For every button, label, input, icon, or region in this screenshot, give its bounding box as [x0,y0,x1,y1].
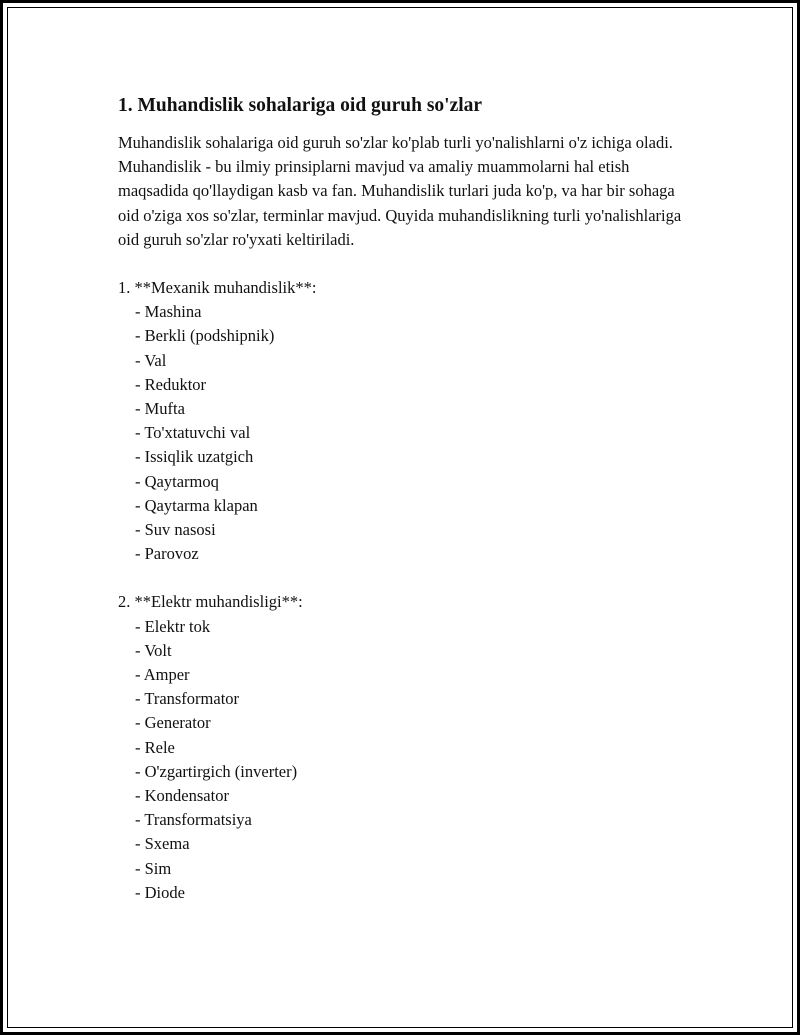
list-item: - Parovoz [135,544,199,564]
list-item: - Amper [135,665,190,685]
list-item: - Sxema [135,834,190,854]
list-item: - Transformator [135,689,240,709]
document-title: 1. Muhandislik sohalariga oid guruh so'zlar [118,95,483,116]
list-item: - Suv nasosi [135,520,216,540]
list-item: - To'xtatuvchi val [135,423,251,443]
list-item: - Rele [135,737,175,757]
list-item: - Qaytarmoq [135,471,219,491]
list-item: - Elektr tok [135,616,211,636]
section-mechanical [118,276,698,566]
list-item: - O'zgartirgich (inverter) [135,761,298,781]
intro-paragraph: Muhandislik sohalariga oid guruh so'zlar ko'plab turli yo'nalishlarni o'z ichiga oladi. Muhandislik - bu ilmiy prinsiplarni mavjud va amaliy muammolarni hal etish maqsadida qo'llaydigan kasb va fan. Muhandislik turlari juda ko'p, va har bir sohaga oid o'ziga xos so'zlar, terminlar mavjud. Quyida muhandislikning turli yo'nalishlariga oid guruh so'zlar ro'yxati keltiriladi. [118,133,682,249]
list-item: - Generator [135,713,211,733]
list-item: - Transformatsiya [135,810,252,830]
list-item: - Sim [135,858,172,878]
list-item: - Volt [135,640,172,660]
section-heading: 1. **Mexanik muhandislik**: [118,278,317,298]
list-item: - Mufta [135,399,185,419]
list-item: - Val [135,350,167,370]
list-item: - Issiqlik uzatgich [135,447,254,467]
list-item: - Mashina [135,302,202,322]
list-item: - Berkli (podshipnik) [135,326,275,346]
list-item: - Qaytarma klapan [135,495,258,515]
list-item: - Kondensator [135,786,229,806]
list-item: - Reduktor [135,374,207,394]
section-electrical [118,590,698,905]
section-heading: 2. **Elektr muhandisligi**: [118,592,303,612]
term-list [118,615,698,905]
document-body [118,94,698,905]
term-list [118,300,698,566]
list-item: - Diode [135,882,185,902]
